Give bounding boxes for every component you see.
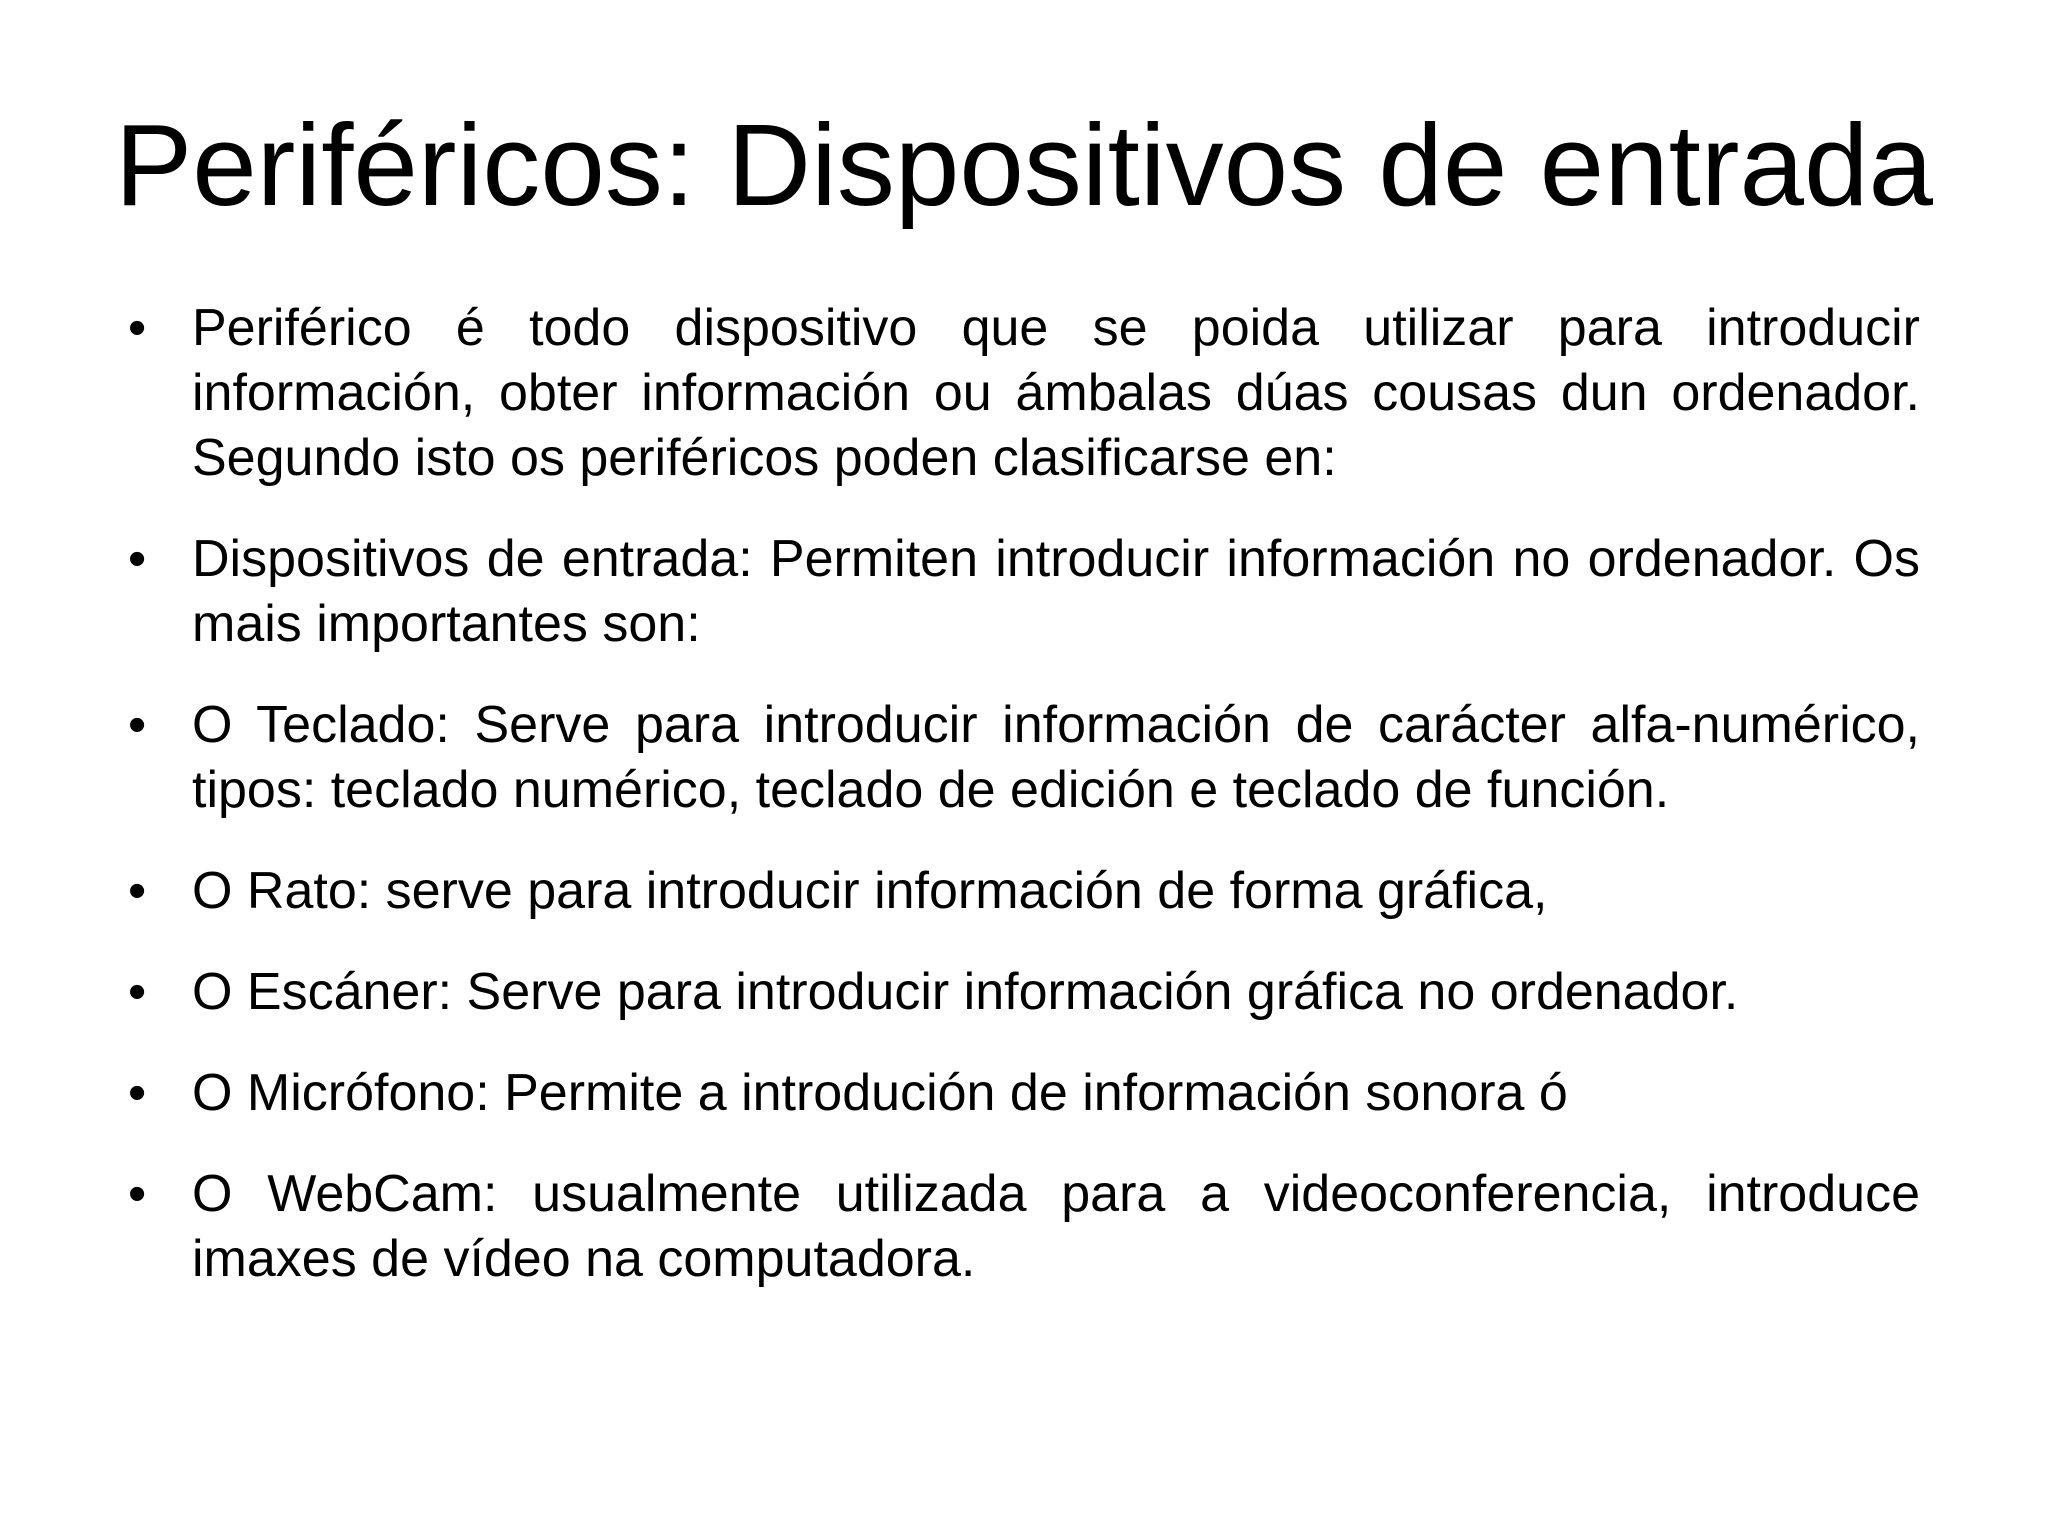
bullet-text: Periférico é todo dispositivo que se poida utilizar para introducir información, obter información ou ámbalas dúas cousas dun ordenador. Segundo isto os periféricos poden clasificarse en: (192, 299, 1920, 487)
bullet-text: O Rato: serve para introducir información de forma gráfica, (192, 862, 1548, 920)
bullet-icon: • (128, 1165, 147, 1223)
bullet-icon: • (128, 696, 147, 754)
bullet-icon: • (128, 963, 147, 1021)
bullet-icon: • (128, 862, 147, 920)
bullet-icon: • (128, 1064, 147, 1122)
bullet-icon: • (128, 299, 147, 357)
bullet-icon: • (128, 530, 147, 588)
list-item (120, 527, 1920, 657)
list-item (120, 1162, 1920, 1292)
list-item (120, 960, 1920, 1025)
bullet-text: O Teclado: Serve para introducir información de carácter alfa-numérico, tipos: teclado numérico, teclado de edición e teclado de función. (192, 696, 1920, 819)
bullet-list (120, 296, 1920, 1328)
list-item (120, 859, 1920, 924)
bullet-text: Dispositivos de entrada: Permiten introducir información no ordenador. Os mais importantes son: (192, 530, 1920, 653)
slide-title: Periféricos: Dispositivos de entrada (114, 100, 1934, 230)
list-item (120, 1061, 1920, 1126)
bullet-text: O Escáner: Serve para introducir información gráfica no ordenador. (192, 963, 1739, 1021)
bullet-text: O WebCam: usualmente utilizada para a videoconferencia, introduce imaxes de vídeo na computadora. (192, 1165, 1920, 1288)
bullet-text: O Micrófono: Permite a introdución de información sonora ó (192, 1064, 1568, 1122)
list-item (120, 693, 1920, 823)
list-item (120, 296, 1920, 491)
